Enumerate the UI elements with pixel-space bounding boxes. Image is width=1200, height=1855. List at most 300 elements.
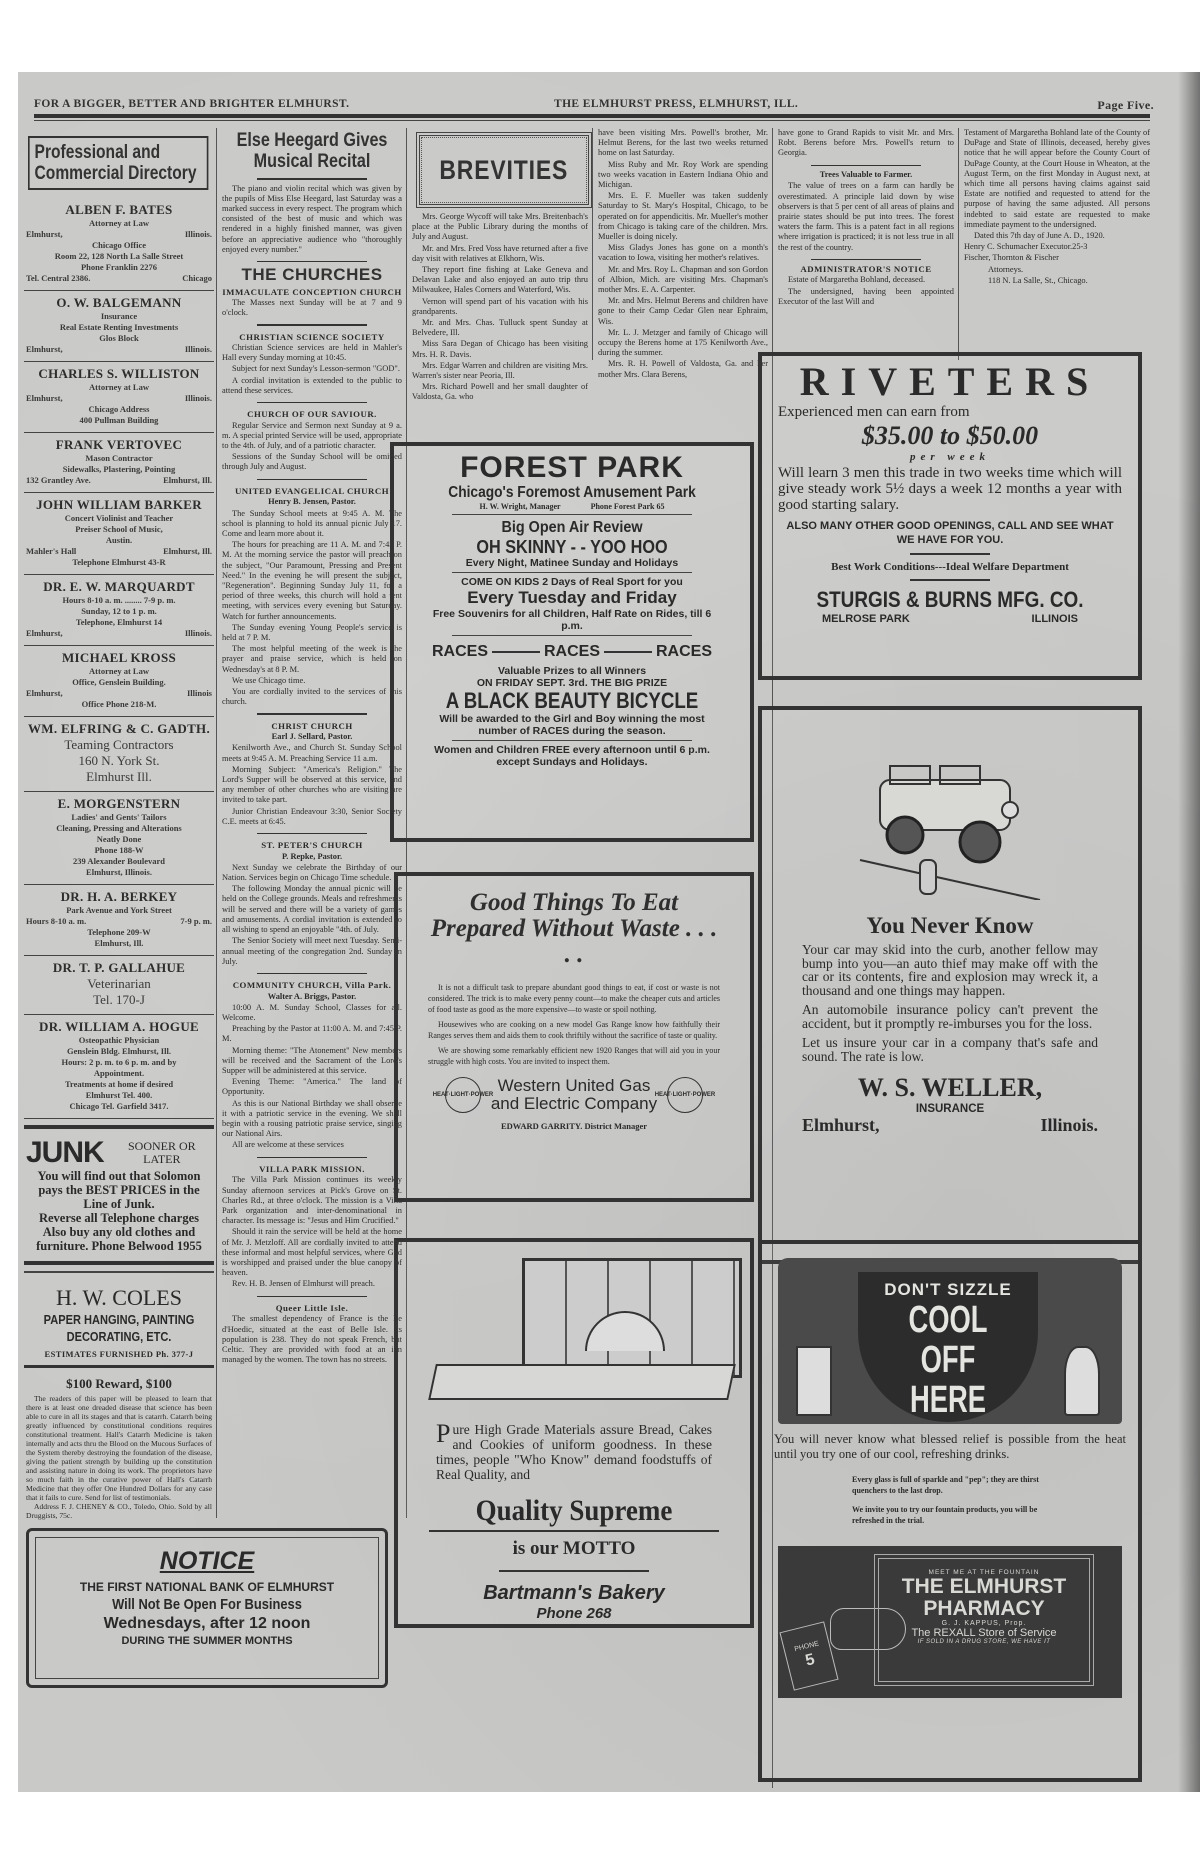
directory-card-name: DR. H. A. BERKEY bbox=[60, 889, 178, 904]
directory-card-line: Chicago Office bbox=[91, 240, 147, 250]
directory-cards bbox=[24, 198, 214, 1119]
divider bbox=[811, 259, 921, 261]
directory-card-line: Attorney at Law bbox=[89, 218, 149, 228]
directory-card-line: Glos Block bbox=[99, 333, 139, 343]
directory-card-line bbox=[26, 546, 212, 557]
admin-notice-body: The undersigned, having been appointed Executor of the last Will and bbox=[778, 286, 954, 306]
coles-ad bbox=[24, 1271, 214, 1368]
junk-line: furniture. Phone Belwood 1955 bbox=[36, 1239, 202, 1253]
church-pastor: Earl J. Sellard, Pastor. bbox=[271, 732, 353, 742]
pharmacy-prop: G. J. KAPPUS, Prop. bbox=[941, 1620, 1027, 1627]
brevity-item: Miss Ruby and Mr. Roy Work are spending two weeks vacation in Eastern Indiana Ohio and Michigan. bbox=[598, 159, 768, 190]
riveters-state: ILLINOIS bbox=[1031, 613, 1078, 625]
junk-line: Reverse all Telephone charges bbox=[38, 1211, 200, 1225]
cuff-number: 5 bbox=[803, 1650, 817, 1670]
directory-card-line bbox=[26, 475, 212, 486]
directory-column bbox=[24, 128, 214, 1528]
directory-card-name: MICHAEL KROSS bbox=[61, 650, 177, 665]
brevities-items bbox=[598, 128, 768, 380]
junk-subtitle: SOONER OR LATER bbox=[128, 1139, 196, 1166]
directory-card-line: Osteopathic Physician bbox=[78, 1035, 160, 1045]
directory-card bbox=[24, 198, 214, 291]
directory-card-line: Elmhurst, Illinois. bbox=[86, 867, 152, 877]
divider bbox=[257, 833, 367, 835]
directory-card-line: Office Phone 218-M. bbox=[81, 699, 157, 709]
line-right: Illinois. bbox=[184, 393, 212, 403]
bakery-body: Pure High Grade Materials assure Bread, Cakes and Cookies of uniform goodness. In these times, people "Who Know" demand foodstuffs of Real Quality, and bbox=[436, 1419, 712, 1482]
directory-card bbox=[24, 1015, 214, 1119]
divider bbox=[257, 324, 367, 326]
directory-card-line: Austin. bbox=[105, 535, 133, 545]
line-left: Elmhurst, bbox=[26, 344, 63, 354]
directory-card-line: Telephone 209-W bbox=[87, 927, 151, 937]
brevities-items bbox=[778, 128, 954, 159]
automobile-illustration-icon bbox=[850, 750, 1050, 900]
recital-headline: Else Heegard Gives Musical Recital bbox=[236, 130, 388, 172]
line-right: Illinois bbox=[186, 688, 212, 698]
directory-card-line bbox=[26, 273, 212, 284]
directory-card-line: Elmhurst Tel. 400. bbox=[85, 1090, 153, 1100]
divider bbox=[910, 553, 990, 555]
gas-ad-paragraph: Housewives who are cooking on a new model Gas Range know how faithfully their Ranges serves them and aids them to cook thriftily without the sacrifice of taste or quality. bbox=[428, 1020, 720, 1040]
forest-park-ad bbox=[390, 442, 754, 842]
masthead-rule bbox=[34, 114, 1150, 118]
line-right: 7-9 p. m. bbox=[180, 916, 212, 926]
brevity-item: have gone to Grand Rapids to visit Mr. and Mrs. Robt. Berens before Mrs. Powell's return to Georgia. bbox=[778, 128, 954, 158]
church-name: IMMACULATE CONCEPTION CHURCH bbox=[222, 286, 402, 297]
church-paragraph: 10:00 A. M. Sunday School, Classes for all. Welcome. bbox=[222, 1002, 402, 1023]
brevities-items bbox=[412, 212, 588, 403]
admin-notice-column bbox=[960, 128, 1154, 287]
church-paragraph: The Senior Society will meet next Tuesday. Semi-annual meeting of the congregation 2nd. Sunday in July. bbox=[222, 936, 402, 966]
forest-park-free: Women and Children FREE every afternoon until 6 p.m. except Sundays and Holidays. bbox=[434, 744, 710, 768]
directory-card-line bbox=[26, 916, 212, 927]
directory-card-name: DR. E. W. MARQUARDT bbox=[43, 579, 195, 594]
brevities-heading: BREVITIES bbox=[439, 154, 569, 185]
directory-card-line: Elmhurst Ill. bbox=[86, 769, 152, 784]
newspaper-page bbox=[18, 72, 1200, 1792]
church-list bbox=[222, 287, 402, 1366]
junk-body bbox=[26, 1169, 212, 1253]
soda-glass-icon bbox=[796, 1346, 832, 1416]
brevities-column-2 bbox=[594, 128, 772, 381]
forest-park-subtitle: Chicago's Foremost Amusement Park bbox=[448, 484, 696, 501]
recital-body: The piano and violin recital which was given by the pupils of Miss Else Heegard, last Saturday was a marked success in every respect. The program which consisted of the best of music and which was rendered in a highly finished manner, was given before an appreciative audience who "thoroughly enjoyed every number." bbox=[222, 183, 402, 254]
divider bbox=[257, 261, 367, 263]
coles-services-2: DECORATING, ETC. bbox=[66, 1329, 172, 1344]
brevity-item: Mr. and Mrs. Helmut Berens and children have gone to their Camp Cedar Glen near Ephraim, Wis. bbox=[598, 296, 768, 326]
bank-notice-title: NOTICE bbox=[159, 1547, 255, 1575]
cool-off-shield bbox=[858, 1272, 1038, 1422]
church-name: CHURCH OF OUR SAVIOUR. bbox=[247, 409, 377, 420]
brevity-item: Mrs. Richard Powell and her small daughter of Valdosta, Ga. who bbox=[412, 382, 588, 402]
coles-name: H. W. COLES bbox=[56, 1285, 182, 1310]
bank-notice-bank: THE FIRST NATIONAL BANK OF ELMHURST bbox=[79, 1580, 335, 1594]
directory-card-line: Sidewalks, Plastering, Pointing bbox=[62, 464, 176, 474]
riveters-openings: ALSO MANY OTHER GOOD OPENINGS, CALL AND SEE WHAT WE HAVE FOR YOU. bbox=[786, 520, 1114, 546]
riveters-per-week: per week bbox=[909, 451, 990, 463]
directory-card-name: O. W. BALGEMANN bbox=[56, 295, 182, 310]
gas-company-ad bbox=[394, 872, 754, 1202]
divider bbox=[452, 514, 692, 515]
riveters-company: STURGIS & BURNS MFG. CO. bbox=[816, 587, 1084, 612]
bank-notice bbox=[26, 1528, 388, 1688]
line-left: Elmhurst, bbox=[26, 628, 63, 638]
divider bbox=[910, 579, 990, 581]
directory-card-line: Park Avenue and York Street bbox=[66, 905, 172, 915]
directory-card-line: Sunday, 12 to 1 p. m. bbox=[81, 606, 157, 616]
line-left: Elmhurst, bbox=[26, 688, 63, 698]
directory-card-line: Hours: 2 p. m. to 6 p. m. and by bbox=[61, 1057, 177, 1067]
brevity-item: Mr. and Mrs. Fred Voss have returned after a five day visit with relatives at Elkhorn, Wis. bbox=[412, 243, 588, 263]
directory-card bbox=[24, 291, 214, 362]
masthead-rule-thin bbox=[34, 120, 1150, 121]
directory-card bbox=[24, 493, 214, 575]
cool-off: COOL OFF bbox=[908, 1299, 988, 1381]
admin-notice-dated: Dated this 7th day of June A. D., 1920. bbox=[974, 231, 1105, 241]
brevities-column-1 bbox=[408, 128, 592, 404]
church-paragraph: Evening Theme: "America." The land of Opportunity. bbox=[222, 1077, 402, 1097]
brevity-item: Mr. L. J. Metzger and family of Chicago will occupy the Berens home at 175 Kenilworth Ave., during the summer. bbox=[598, 327, 768, 358]
gas-company-name: Western United Gas and Electric Company bbox=[490, 1076, 658, 1113]
divider bbox=[257, 479, 367, 481]
cool-off-banner bbox=[778, 1258, 1122, 1424]
bakery-ad bbox=[394, 1238, 754, 1628]
directory-card-line: Neatly Done bbox=[96, 834, 142, 844]
directory-card-name: DR. WILLIAM A. HOGUE bbox=[39, 1019, 199, 1034]
church-paragraph: Christian Science services are held in Mahler's Hall every Sunday morning at 10:45. bbox=[222, 342, 402, 363]
directory-card-name: DR. T. P. GALLAHUE bbox=[52, 960, 186, 975]
bakery-phone: Phone 268 bbox=[536, 1605, 612, 1622]
forest-park-races bbox=[394, 639, 750, 665]
brevities-heading-box bbox=[416, 132, 592, 208]
masthead bbox=[34, 94, 1164, 116]
directory-card-name: FRANK VERTOVEC bbox=[55, 437, 183, 452]
church-paragraph: The Sunday evening Young People's service is held at 7 P. M. bbox=[222, 622, 402, 643]
admin-notice-attorneys: Fischer, Thornton & Fischer bbox=[964, 253, 1059, 263]
directory-card-name: WM. ELFRING & C. GADTH. bbox=[27, 721, 211, 736]
coles-estimates: ESTIMATES FURNISHED Ph. 377-J bbox=[44, 1349, 194, 1359]
pharmacy-small-2: We invite you to try our fountain products, you will be refreshed in the trial. bbox=[852, 1505, 1038, 1525]
trees-column bbox=[774, 128, 958, 308]
pharmacy-sign bbox=[778, 1546, 1122, 1698]
church-paragraph: Rev. H. B. Jensen of Elmhurst will preach. bbox=[232, 1279, 375, 1289]
insurance-ad bbox=[758, 706, 1142, 1264]
line-right: Illinois. bbox=[184, 229, 212, 239]
races-label: RACES bbox=[656, 643, 713, 660]
riveters-title: RIVETERS bbox=[799, 359, 1101, 404]
directory-card-line: Ladies' and Gents' Tailors bbox=[71, 812, 167, 822]
riveters-conditions: Best Work Conditions---Ideal Welfare Department bbox=[831, 561, 1069, 573]
directory-card bbox=[24, 885, 214, 956]
trees-heading: Trees Valuable to Farmer. bbox=[819, 170, 913, 180]
admin-notice-heading: ADMINISTRATOR'S NOTICE bbox=[800, 264, 932, 275]
brevity-item: Mrs. E. F. Mueller was taken suddenly Saturday to St. Mary's Hospital, Chicago, to be operated on for appendicitis. Mr. Mueller's mother from Chicago is taking care of the children. Mrs. Mueller is doing nicely. bbox=[598, 191, 768, 242]
divider bbox=[499, 1570, 649, 1572]
directory-card bbox=[24, 362, 214, 433]
church-name: COMMUNITY CHURCH, Villa Park. bbox=[232, 980, 392, 991]
church-pastor: P. Repke, Pastor. bbox=[281, 851, 343, 861]
races-label: RACES bbox=[544, 643, 601, 660]
gas-ad-title: Good Things To Eat Prepared Without Waste . . . . . bbox=[430, 889, 718, 968]
church-paragraph: Preaching by the Pastor at 11:00 A. M. and 7:45 P. M. bbox=[222, 1024, 402, 1044]
page-number: Page Five. bbox=[1097, 98, 1154, 112]
directory-card bbox=[24, 956, 214, 1015]
bakery-slogan: Quality Supreme bbox=[475, 1494, 673, 1527]
brevity-item: Mrs. George Wycoff will take Mrs. Breitenbach's place at the Public Library during the months of July and August. bbox=[412, 212, 588, 242]
church-paragraph: The following Monday the annual picnic will be held on the College grounds. Meals and refreshments will be served and there will be a variety of games and amusements. A cordial invitation is extended to all wishing to spend an enjoyable "4th. of July. bbox=[222, 884, 402, 935]
forest-park-schedule: Every Night, Matinee Sunday and Holidays bbox=[465, 557, 679, 569]
directory-card-name: CHARLES S. WILLISTON bbox=[38, 366, 200, 381]
directory-card-line: Office, Genslein Building. bbox=[72, 677, 166, 687]
line-right: Illinois. bbox=[184, 628, 212, 638]
insurance-body bbox=[762, 939, 1138, 1073]
forest-park-bicycle: A BLACK BEAUTY BICYCLE bbox=[445, 688, 699, 713]
forest-park-awarded: Will be awarded to the Girl and Boy winning the most number of RACES during the season. bbox=[439, 713, 705, 737]
church-paragraph: Morning Subject: "America's Religion." The Lord's Supper will be observed at this service, and any member of other churches who are visiting are invited to take part. bbox=[222, 764, 402, 805]
directory-card-line: Chicago Tel. Garfield 3417. bbox=[69, 1101, 169, 1111]
insurance-paragraph: Your car may skid into the curb, another fellow may bump into you—an auto thief may make off with the car or its contents, fire and explosion may wreck it, a thousand and one things may happen. bbox=[802, 942, 1098, 998]
directory-card-line: Tel. 170-J bbox=[93, 992, 145, 1007]
masthead-paper-name: THE ELMHURST PRESS, ELMHURST, ILL. bbox=[554, 98, 799, 110]
directory-card-line: Phone 188-W bbox=[94, 845, 144, 855]
reward-body: The readers of this paper will be pleased to learn that there is at least one dreaded disease that science has been able to cure in all its stages and that is catarrh. Catarrh being greatly influenced by constitutional conditions requires constitutional treatment. Hall's Catarrh Medicine is taken internally and acts thru the Blood on the Mucous Surfaces of the System thereby destroying the foundation of the disease, giving the patient strength by building up the constitution and assisting nature in doing its work. The proprietors have so much faith in the curative power of Hall's Catarrh Medicine that they offer One Hundred Dollars for any case that it fails to cure. Send for list of testimonials. bbox=[26, 1394, 212, 1502]
pharmacy-ad bbox=[758, 1240, 1142, 1782]
riveters-city: MELROSE PARK bbox=[822, 613, 910, 625]
brevity-item: Miss Gladys Jones has gone on a month's vacation to Iowa, visiting her mother's relatives. bbox=[598, 243, 768, 263]
churches-column bbox=[218, 128, 406, 1366]
insurance-paragraph: Let us insure your car in a company that's safe and sound. The rate is low. bbox=[802, 1035, 1098, 1064]
directory-card bbox=[24, 575, 214, 646]
insurance-city: Elmhurst, bbox=[802, 1115, 880, 1135]
here: HERE bbox=[909, 1379, 987, 1421]
church-name: CHRIST CHURCH bbox=[271, 720, 353, 731]
reward-heading: $100 Reward, $100 bbox=[66, 1376, 172, 1391]
junk-ad bbox=[24, 1125, 214, 1265]
divider bbox=[452, 740, 692, 741]
brevity-item: have been visiting Mrs. Powell's brother, Mr. Helmut Berens, for the last two weeks returned home on last Saturday. bbox=[598, 128, 768, 158]
pharmacy-body: You will never know what blessed relief is possible from the heat until you try one of our cool, refreshing drinks. bbox=[774, 1432, 1126, 1461]
directory-card-line: Preiser School of Music, bbox=[75, 524, 163, 534]
divider bbox=[257, 973, 367, 975]
church-paragraph: The most helpful meeting of the week is the prayer and praise service, which is held on Wednesday's at 8 P. M. bbox=[222, 644, 402, 674]
church-name: UNITED EVANGELICAL CHURCH bbox=[234, 486, 390, 497]
line-right: Chicago bbox=[182, 273, 212, 283]
admin-notice-executor: Henry C. Schumacher Executor.25-3 bbox=[964, 242, 1088, 252]
races-label: RACES bbox=[432, 643, 489, 660]
directory-card-line: 400 Pullman Building bbox=[79, 415, 159, 425]
junk-line: Line of Junk. bbox=[83, 1197, 155, 1211]
line-right: Illinois. bbox=[184, 344, 212, 354]
gas-district-manager: EDWARD GARRITY. District Manager bbox=[500, 1121, 648, 1131]
brevity-item: Mrs. Edgar Warren and children are visiting Mrs. Warren's sister near Peoria, Ill. bbox=[412, 360, 588, 381]
church-paragraph: Sessions of the Sunday School will be omitted through July and August. bbox=[222, 452, 402, 472]
sunrise-icon bbox=[585, 1311, 665, 1351]
admin-notice-body-cont: Testament of Margaretha Bohland late of the County of DuPage and State of Illinois, deceased, hereby gives notice that he will appear before the County Court of DuPage County, at the Court House in Wheaton, at the August Term, on the first Monday in August next, at which time all persons having claims against said Estate are notified and requested to attend for the purpose of having the same adjusted. All persons indebted to said estate are requested to make immediate payment to the undersigned. bbox=[964, 128, 1150, 229]
line-left: Tel. Central 2386. bbox=[26, 273, 91, 283]
reward-notice bbox=[24, 1368, 214, 1528]
church-paragraph: Should it rain the service will be held at the home of Mr. J. Metzloff. All are cordially invited to attend these informal and most helpful services, where God is worshipped and praised under the blue canopy of heaven. bbox=[222, 1227, 402, 1278]
directory-card-name: JOHN WILLIAM BARKER bbox=[36, 497, 202, 512]
directory-card-line: Insurance bbox=[100, 311, 138, 321]
church-pastor: Henry B. Jensen, Pastor. bbox=[268, 497, 356, 507]
dont-sizzle: DON'T SIZZLE bbox=[884, 1280, 1012, 1299]
church-paragraph: A cordial invitation is extended to the public to attend these services. bbox=[222, 375, 402, 395]
pharmacy-small-1: Every glass is full of sparkle and "pep"; they are thirst quenchers to the last drop. bbox=[852, 1475, 1039, 1495]
column-divider bbox=[958, 128, 959, 360]
junk-title: JUNK bbox=[26, 1136, 104, 1169]
admin-notice-estate: Estate of Margaretha Bohland, deceased. bbox=[788, 275, 926, 285]
column-divider bbox=[592, 128, 593, 360]
directory-card bbox=[24, 717, 214, 792]
bank-notice-line2: Wednesdays, after 12 noon bbox=[103, 1615, 311, 1632]
forest-park-days: Every Tuesday and Friday bbox=[467, 588, 677, 607]
forest-park-prizes: Valuable Prizes to all Winners bbox=[497, 665, 647, 677]
directory-card-line: Mason Contractor bbox=[85, 453, 153, 463]
riveters-wage: $35.00 to $50.00 bbox=[861, 421, 1039, 450]
gas-ad-paragraph: It is not a difficult task to prepare abundant good things to eat, if cost or waste is not considered. The trick is to make every penny count—to make the cheaper cuts and articles of food taste as good as the more expensive—to waste or spoil nothing. bbox=[428, 983, 720, 1014]
gas-ad-body bbox=[398, 968, 750, 1067]
table-icon bbox=[428, 1364, 736, 1400]
insurance-paragraph: An automobile insurance policy can't prevent the accident, but it promptly re-imburses you for the loss. bbox=[802, 1002, 1098, 1031]
directory-card-line: Concert Violinist and Teacher bbox=[64, 513, 174, 523]
divider bbox=[257, 1157, 367, 1159]
church-name: ST. PETER'S CHURCH bbox=[261, 840, 363, 851]
breakfast-table-illustration bbox=[412, 1252, 736, 1402]
directory-card bbox=[24, 646, 214, 717]
directory-card-name: E. MORGENSTERN bbox=[57, 796, 181, 811]
directory-card-line: Hours 8-10 a. m. ........ 7-9 p. m. bbox=[62, 595, 176, 605]
directory-card-line bbox=[26, 393, 212, 404]
line-left: Hours 8-10 a. m. bbox=[26, 916, 87, 926]
directory-card bbox=[24, 433, 214, 493]
gas-company-logo bbox=[398, 1077, 750, 1113]
forest-park-kids: COME ON KIDS 2 Days of Real Sport for you bbox=[461, 576, 683, 588]
junk-line: Also buy any old clothes and bbox=[42, 1225, 196, 1239]
divider bbox=[811, 165, 921, 167]
church-paragraph: The Masses next Sunday will be at 7 and 9 o'clock. bbox=[222, 297, 402, 318]
divider bbox=[429, 1530, 719, 1532]
sundae-glass-icon bbox=[1064, 1346, 1100, 1416]
divider bbox=[452, 572, 692, 573]
directory-card-line: Telephone, Elmhurst 14 bbox=[75, 617, 163, 627]
divider bbox=[257, 1296, 367, 1298]
reward-address: Address F. J. CHENEY & CO., Toledo, Ohio. Sold by all Druggists, 75c. bbox=[26, 1502, 212, 1520]
directory-card-line bbox=[26, 344, 212, 355]
bank-notice-line1: Will Not Be Open For Business bbox=[112, 1596, 302, 1613]
admin-notice-attorneys-label: Attorneys. bbox=[988, 264, 1024, 274]
directory-card-line: Appointment. bbox=[93, 1068, 145, 1078]
pharmacy-rexall: The REXALL Store of Service bbox=[911, 1627, 1057, 1639]
church-name: VILLA PARK MISSION. bbox=[259, 1164, 365, 1175]
divider bbox=[257, 402, 367, 404]
directory-card-line: Veterinarian bbox=[87, 976, 151, 991]
forest-park-souvenirs: Free Souvenirs for all Children, Half Rate on Rides, till 6 p.m. bbox=[432, 608, 712, 632]
directory-card-line: Attorney at Law bbox=[89, 666, 149, 676]
masthead-slogan: FOR A BIGGER, BETTER AND BRIGHTER ELMHURST. bbox=[34, 98, 350, 110]
church-name: CHRISTIAN SCIENCE SOCIETY bbox=[239, 331, 385, 342]
riveters-body: Will learn 3 men this trade in two weeks time which will give steady work 5½ days a week 12 months a year with good starting salary. bbox=[778, 465, 1122, 513]
divider bbox=[257, 178, 367, 180]
heat-light-power-seal-icon: HEAT·LIGHT·POWER bbox=[445, 1077, 481, 1113]
directory-card-line: Genslein Bldg. Elmhurst, Ill. bbox=[67, 1046, 171, 1056]
directory-card-line: Cleaning, Pressing and Alterations bbox=[56, 823, 182, 833]
line-left: Mahler's Hall bbox=[26, 546, 77, 556]
junk-line: pays the BEST PRICES in the bbox=[38, 1183, 200, 1197]
dash-rule bbox=[604, 651, 652, 653]
directory-card-line bbox=[26, 688, 212, 699]
churches-heading: THE CHURCHES bbox=[241, 265, 383, 285]
church-paragraph: All are welcome at these services bbox=[232, 1140, 344, 1150]
divider bbox=[257, 713, 367, 715]
church-paragraph: Junior Christian Endeavour 3:30, Senior Society C.E. meets at 6:45. bbox=[222, 806, 402, 826]
directory-card-line: Elmhurst, Ill. bbox=[94, 938, 144, 948]
gas-ad-paragraph: We are showing some remarkably efficient new 1920 Ranges that will aid you in your struggle with high costs. You are invited to inspect them. bbox=[428, 1046, 720, 1066]
church-name: Queer Little Isle. bbox=[275, 1303, 349, 1314]
church-paragraph: The smallest dependency of France is the Ile d'Hoedic, situated at the east of Belle Isle. Its population is 238. They do not speak French, but Celtic. They are provided with food at an inn managed by the women. The town has no streets. bbox=[222, 1314, 402, 1365]
line-right: Elmhurst, Ill. bbox=[163, 546, 212, 556]
directory-card-line: 239 Alexander Boulevard bbox=[73, 856, 165, 866]
insurance-agent-name: W. S. WELLER, bbox=[857, 1073, 1043, 1102]
directory-heading: Professional and Commercial Directory bbox=[28, 136, 208, 190]
church-paragraph: The Sunday School meets at 9:45 A. M. The school is planning to hold its annual picnic July 17. Come and learn more about it. bbox=[222, 508, 402, 538]
insurance-state: Illinois. bbox=[1040, 1115, 1098, 1135]
junk-line: You will find out that Solomon bbox=[37, 1169, 201, 1183]
church-paragraph: Regular Service and Sermon next Sunday at 9 a. m. A special printed Service will be used, appropriate to the 4th. of July, and of a patriotic character. bbox=[222, 420, 402, 451]
church-paragraph: The hours for preaching are 11 A. M. and 7:45 P. M. At the morning service the pastor will preach on the subject, "Our Paramount, Pressing and Present Need." In the evening he will present the subject, "Regeneration". Beginning Sunday July 11, for a period of three weeks, this church will hold a tent meeting, with services every evening but Saturday. Watch for further announcements. bbox=[222, 540, 402, 621]
directory-card-line: Treatments at home if desired bbox=[64, 1079, 174, 1089]
dash-rule bbox=[492, 651, 540, 653]
directory-card-line: Attorney at Law bbox=[89, 382, 149, 392]
directory-card-line: Real Estate Renting Investments bbox=[59, 322, 179, 332]
church-paragraph: The Villa Park Mission continues its weekly Sunday afternoon services at Pick's Grove on St. Charles Rd., at three o'clock. The mission is a Villa Park organization and inter-denominational in character. Its message is: "Jesus and Him Crucified." bbox=[222, 1175, 402, 1226]
directory-card-name: ALBEN F. BATES bbox=[65, 202, 173, 217]
bank-notice-line3: DURING THE SUMMER MONTHS bbox=[121, 1635, 293, 1647]
pharmacy-meet: MEET ME AT THE FOUNTAIN bbox=[928, 1569, 1040, 1576]
brevity-item: Mr. and Mrs. Roy L. Chapman and son Gordon of Albion, Mich. are visiting Mrs. Chapman's mother Mrs. E. A. Carpenter. bbox=[598, 264, 768, 295]
brevity-item: They report fine fishing at Lake Geneva and Delavan Lake and also enjoyed an auto trip thru Milwaukee, Hales Corners and Waterford, Wis. bbox=[412, 265, 588, 295]
coles-services: PAPER HANGING, PAINTING bbox=[43, 1312, 195, 1327]
directory-card-line: Chicago Address bbox=[88, 404, 150, 414]
heat-light-power-seal-icon: HEAT·LIGHT·POWER bbox=[667, 1077, 703, 1113]
forest-park-title: FOREST PARK bbox=[460, 451, 684, 484]
riveters-ad bbox=[758, 352, 1142, 680]
church-paragraph: Morning theme: "The Atonement" New members will be received and the Sacrament of the Lord's Supper will be administered at this service. bbox=[222, 1045, 402, 1076]
church-paragraph: As this is our National Birthday we shall observe it with a patriotic service in the evening. We shall begin with a rousing patriotic praise service, singing our National Airs. bbox=[222, 1098, 402, 1139]
directory-card bbox=[24, 792, 214, 885]
cuff-label: PHONE bbox=[793, 1639, 820, 1653]
pharmacy-sign-frame bbox=[878, 1558, 1090, 1682]
brevity-item: Vernon will spend part of his vacation with his grandparents. bbox=[412, 296, 588, 316]
directory-card-line: Phone Franklin 2276 bbox=[80, 262, 158, 272]
brevity-item: Mr. and Mrs. Chas. Tulluck spent Sunday at Belvedere, Ill. bbox=[412, 318, 588, 338]
church-paragraph: Subject for next Sunday's Lesson-sermon "GOD". bbox=[232, 364, 400, 374]
window-icon bbox=[522, 1258, 742, 1378]
directory-card-line bbox=[26, 628, 212, 639]
admin-notice-address: 118 N. La Salle, St., Chicago. bbox=[988, 275, 1088, 285]
church-paragraph: You are cordially invited to the services of this church. bbox=[222, 687, 402, 707]
forest-park-review: Big Open Air Review bbox=[501, 519, 643, 536]
directory-card-line: Telephone Elmhurst 43-R bbox=[72, 557, 166, 567]
church-paragraph: We use Chicago time. bbox=[232, 675, 306, 685]
riveters-earn: Experienced men can earn from bbox=[778, 404, 970, 420]
line-left: 132 Grantley Ave. bbox=[26, 475, 91, 485]
pharmacy-name: THE ELMHURST PHARMACY bbox=[901, 1575, 1067, 1620]
pharmacy-tagline: IF SOLD IN A DRUG STORE, WE HAVE IT bbox=[917, 1639, 1051, 1645]
line-right: Elmhurst, Ill. bbox=[163, 475, 212, 485]
trees-body: The value of trees on a farm can hardly be overestimated. A principle laid down by wise observers is that 5 per cent of all areas of plains and prairie states should be put into trees. The forest waters the farm. This is a patent fact in all regions where irrigation is practiced; it is not less true in all the rest of the country. bbox=[778, 181, 954, 252]
bakery-motto: is our MOTTO bbox=[512, 1538, 636, 1559]
